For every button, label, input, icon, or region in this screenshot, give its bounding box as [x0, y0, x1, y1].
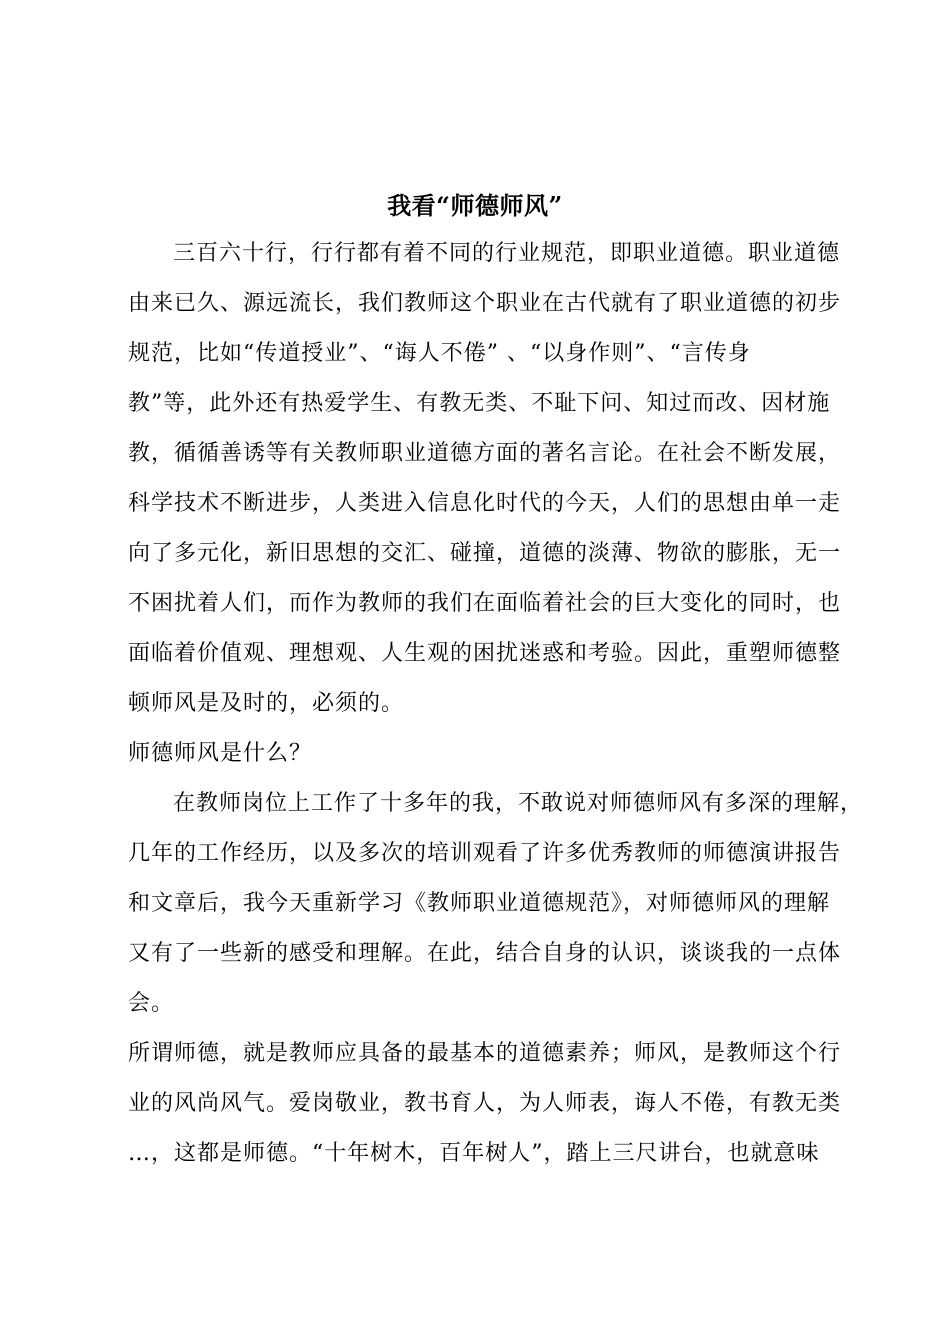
section-heading: 师德师风是什么？	[128, 741, 313, 766]
paragraph-line: 会。	[128, 991, 175, 1016]
document-title: 我看“师德师风”	[387, 191, 563, 220]
paragraph-line: 向了多元化，新旧思想的交汇、碰撞，道德的淡薄、物欲的膨胀，无一	[128, 541, 842, 566]
paragraph-line: …，这都是师德。“十年树木，百年树人”，踏上三尺讲台，也就意味	[128, 1141, 820, 1166]
paragraph-line: 和文章后，我今天重新学习《教师职业道德规范》，对师德师风的理解	[128, 891, 831, 916]
paragraph-line: 不困扰着人们，而作为教师的我们在面临着社会的巨大变化的同时，也	[128, 591, 842, 616]
paragraph-line: 面临着价值观、理想观、人生观的困扰迷惑和考验。因此，重塑师德整	[128, 641, 842, 666]
paragraph-line: 规范，比如“传道授业”、“诲人不倦” 、“以身作则”、“言传身	[128, 341, 751, 366]
paragraph-line: 在教师岗位上工作了十多年的我，不敢说对师德师风有多深的理解，	[173, 791, 864, 816]
paragraph-line: 科学技术不断进步，人类进入信息化时代的今天，人们的思想由单一走	[128, 491, 842, 516]
paragraph-line: 三百六十行，行行都有着不同的行业规范，即职业道德。职业道德	[173, 241, 841, 266]
paragraph-line: 又有了一些新的感受和理解。在此，结合自身的认识，谈谈我的一点体	[128, 941, 842, 966]
paragraph-line: 由来已久、源远流长，我们教师这个职业在古代就有了职业道德的初步	[128, 291, 842, 316]
paragraph-line: 教，循循善诱等有关教师职业道德方面的著名言论。在社会不断发展，	[128, 441, 842, 466]
paragraph-line: 业的风尚风气。爱岗敬业，教书育人，为人师表，诲人不倦，有教无类	[128, 1091, 842, 1116]
paragraph-line: 教”等，此外还有热爱学生、有教无类、不耻下问、知过而改、因材施	[128, 391, 831, 416]
paragraph-line: 所谓师德，就是教师应具备的最基本的道德素养；师风，是教师这个行	[128, 1041, 842, 1066]
paragraph-line: 几年的工作经历，以及多次的培训观看了许多优秀教师的师德演讲报告	[128, 841, 842, 866]
paragraph-line: 顿师风是及时的，必须的。	[128, 691, 405, 716]
